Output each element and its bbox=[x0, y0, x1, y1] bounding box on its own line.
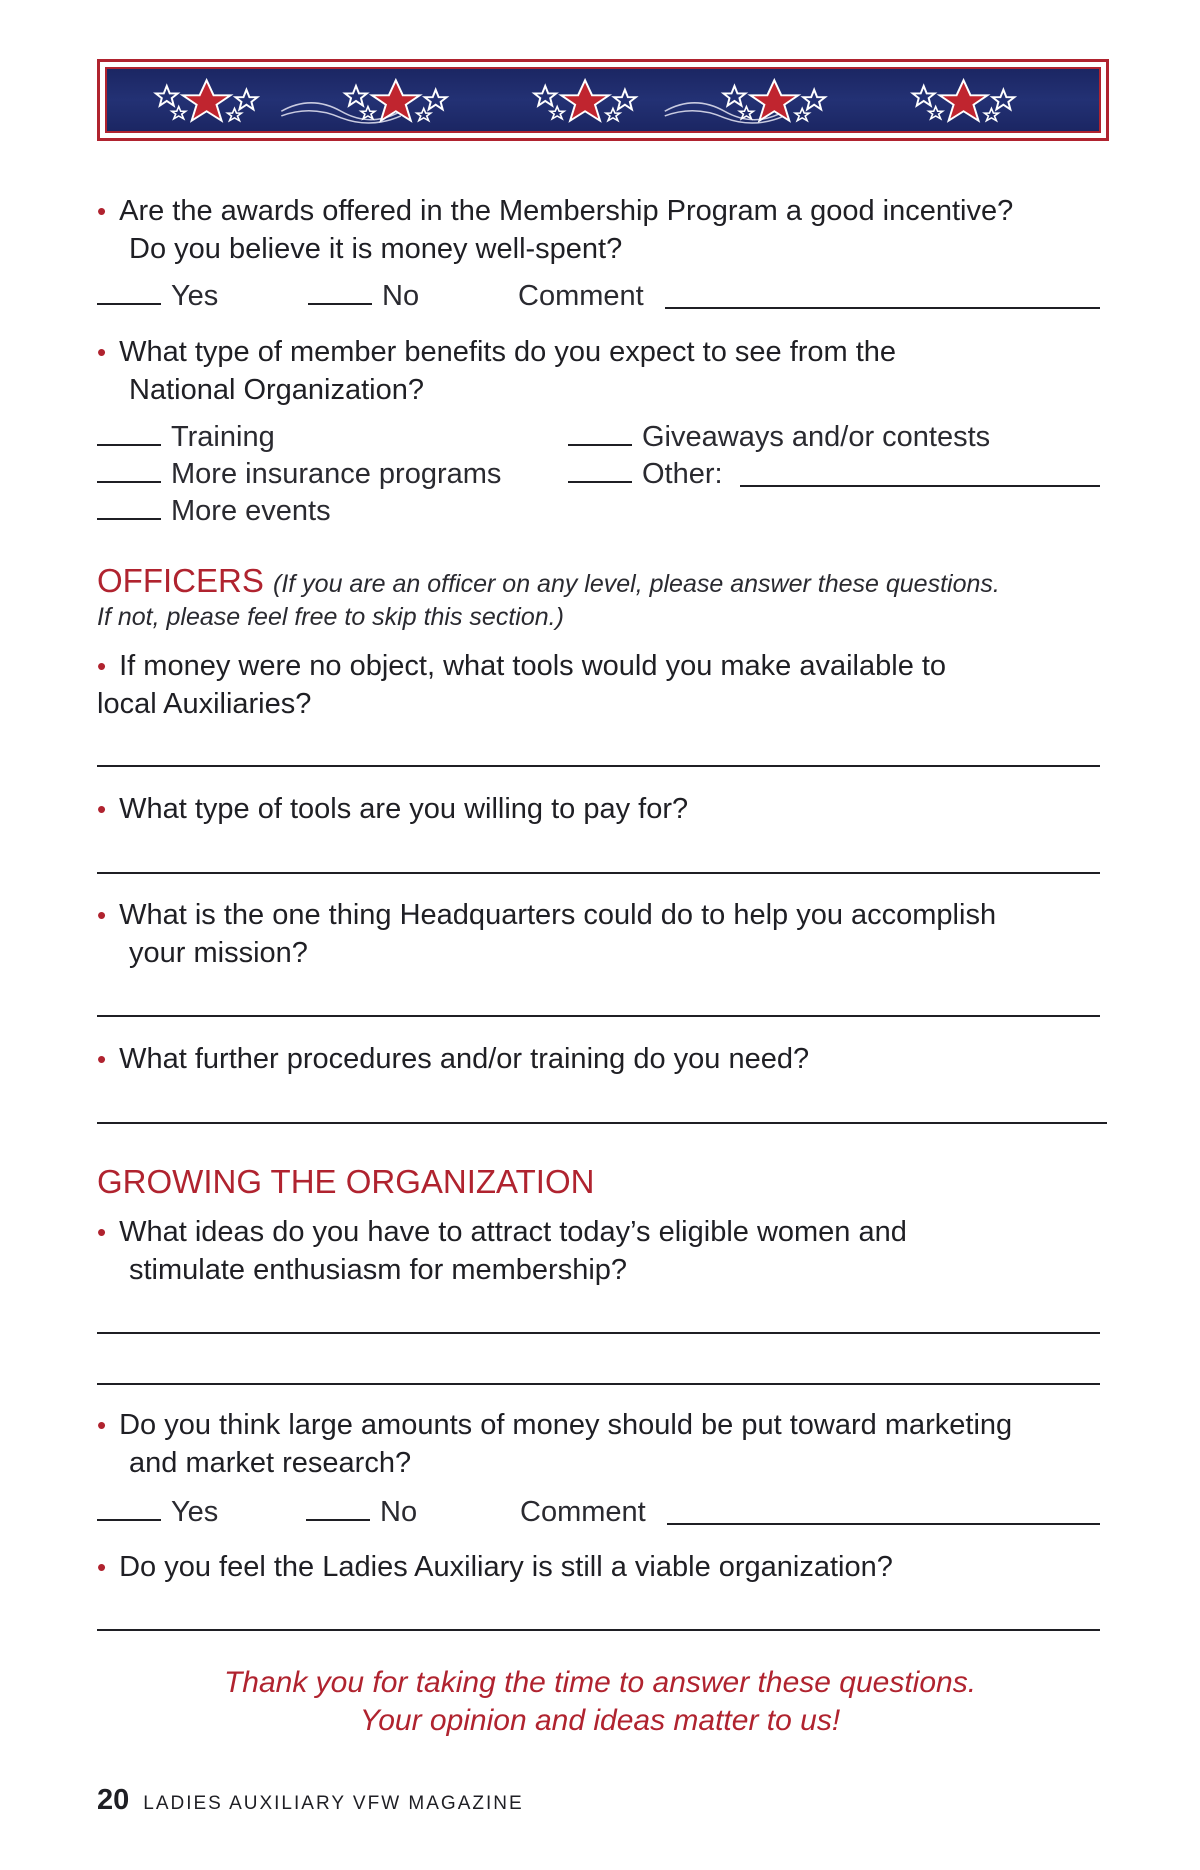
question-marketing: • Do you think large amounts of money should be put toward marketing and market research? bbox=[97, 1409, 1013, 1479]
answer-line[interactable] bbox=[97, 872, 1100, 874]
option-yes[interactable]: Yes bbox=[97, 277, 218, 315]
star-banner bbox=[97, 59, 1109, 141]
answer-line[interactable] bbox=[97, 1015, 1100, 1017]
question-benefits: • What type of member benefits do you expect to see from the National Organization? bbox=[97, 336, 897, 406]
comment-field[interactable] bbox=[665, 307, 1100, 309]
blank-line[interactable] bbox=[568, 418, 632, 446]
question-ideas: • What ideas do you have to attract today’s eligible women and stimulate enthusiasm for membership? bbox=[97, 1216, 907, 1286]
blank-line[interactable] bbox=[308, 277, 372, 305]
page-number: 20 bbox=[97, 1784, 130, 1816]
bullet-icon: • bbox=[97, 196, 107, 226]
answer-line[interactable] bbox=[97, 765, 1100, 767]
blank-line[interactable] bbox=[97, 492, 161, 520]
question-awards: • Are the awards offered in the Membership Program a good incentive? Do you believe it is money well-spent? bbox=[97, 195, 1014, 265]
thanks-line-2: Your opinion and ideas matter to us! bbox=[359, 1704, 841, 1737]
bullet-icon: • bbox=[97, 900, 107, 930]
answer-line[interactable] bbox=[97, 1122, 1107, 1124]
bullet-icon: • bbox=[97, 1217, 107, 1247]
option-no[interactable]: No bbox=[308, 277, 419, 315]
other-field[interactable] bbox=[740, 485, 1100, 487]
answer-line[interactable] bbox=[97, 1629, 1100, 1631]
option-no[interactable]: No bbox=[306, 1493, 417, 1531]
question-headquarters: • What is the one thing Headquarters could do to help you accomplish your mission? bbox=[97, 899, 997, 969]
answer-line[interactable] bbox=[97, 1332, 1100, 1334]
option-giveaways[interactable]: Giveaways and/or contests bbox=[568, 418, 990, 456]
growing-heading: GROWING THE ORGANIZATION bbox=[97, 1163, 595, 1200]
blank-line[interactable] bbox=[97, 455, 161, 483]
bullet-icon: • bbox=[97, 1044, 107, 1074]
blank-line[interactable] bbox=[568, 455, 632, 483]
stars-decoration-icon bbox=[107, 69, 1099, 131]
officers-note: If not, please feel free to skip this section.) bbox=[97, 603, 564, 631]
blank-line[interactable] bbox=[97, 277, 161, 305]
option-training[interactable]: Training bbox=[97, 418, 275, 456]
answer-line[interactable] bbox=[97, 1383, 1100, 1385]
option-other[interactable]: Other: bbox=[568, 455, 723, 493]
comment-label: Comment bbox=[520, 1496, 646, 1528]
magazine-title: LADIES AUXILIARY VFW MAGAZINE bbox=[143, 1793, 524, 1814]
question-viable: • Do you feel the Ladies Auxiliary is still a viable organization? bbox=[97, 1551, 893, 1583]
option-yes[interactable]: Yes bbox=[97, 1493, 218, 1531]
page-footer bbox=[97, 1784, 524, 1817]
bullet-icon: • bbox=[97, 1410, 107, 1440]
bullet-icon: • bbox=[97, 1552, 107, 1582]
bullet-icon: • bbox=[97, 794, 107, 824]
officers-heading: OFFICERS (If you are an officer on any level, please answer these questions. bbox=[97, 562, 1000, 599]
question-pay-tools: • What type of tools are you willing to pay for? bbox=[97, 793, 689, 825]
comment-label: Comment bbox=[518, 280, 644, 312]
blank-line[interactable] bbox=[97, 1493, 161, 1521]
bullet-icon: • bbox=[97, 337, 107, 367]
thanks-line-1: Thank you for taking the time to answer these questions. bbox=[223, 1666, 977, 1699]
comment-field[interactable] bbox=[667, 1523, 1100, 1525]
question-training: • What further procedures and/or training do you need? bbox=[97, 1043, 810, 1075]
bullet-icon: • bbox=[97, 651, 107, 681]
blank-line[interactable] bbox=[306, 1493, 370, 1521]
option-events[interactable]: More events bbox=[97, 492, 331, 530]
question-tools: • If money were no object, what tools would you make available to local Auxiliaries? bbox=[97, 650, 947, 720]
option-insurance[interactable]: More insurance programs bbox=[97, 455, 501, 493]
blank-line[interactable] bbox=[97, 418, 161, 446]
